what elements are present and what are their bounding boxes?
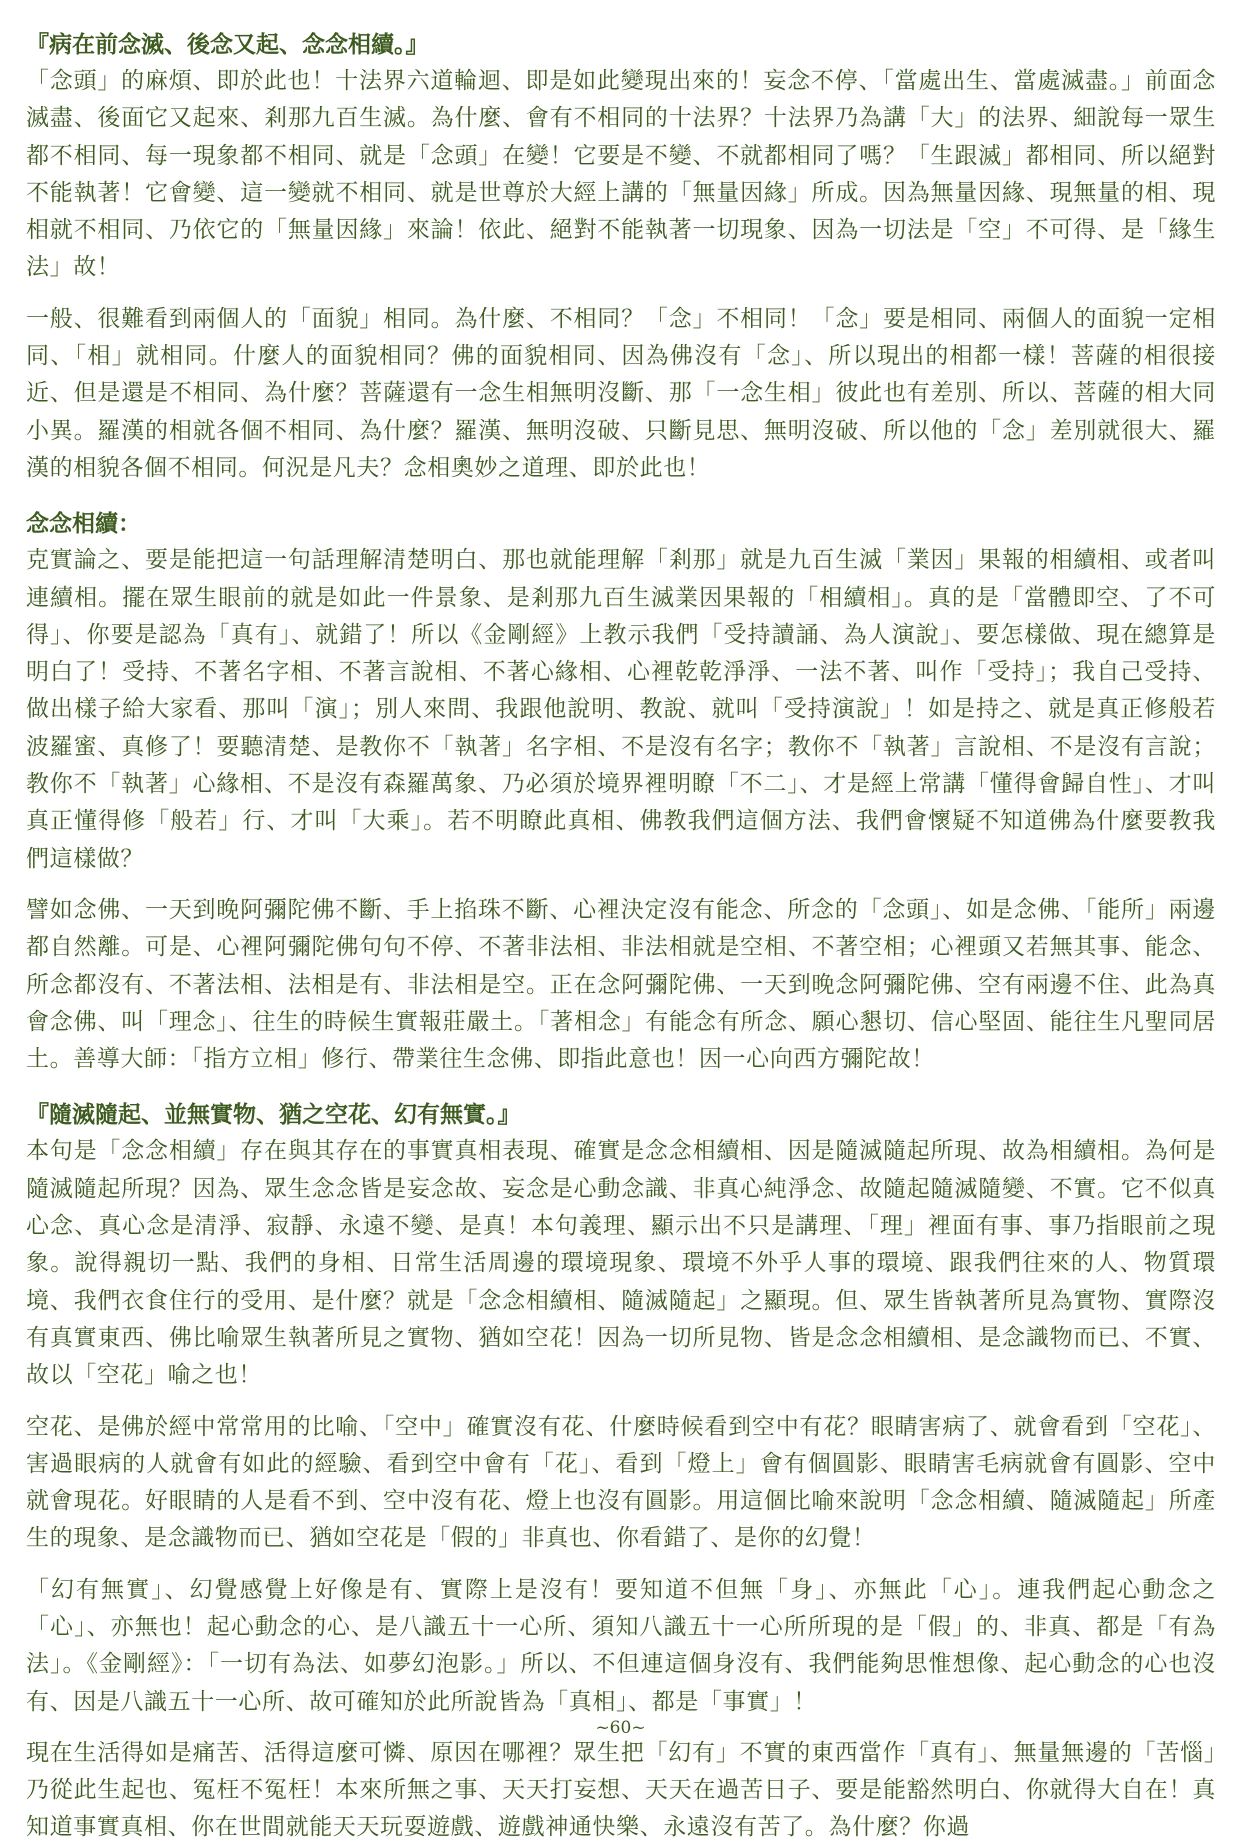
section-heading: 『隨滅隨起、並無實物、猶之空花、幻有無實。』	[26, 1101, 521, 1129]
paragraph: 克實論之、要是能把這一句話理解清楚明白、那也就能理解「剎那」就是九百生滅「業因」果報的相續相、或者叫連續相。擺在眾生眼前的就是如此一件景象、是剎那九百生滅業因果報的「相續相」。真的是「當體即空、了不可得」、你要是認為「真有」、就錯了！所以《金剛經》上教示我們「受持讀誦、為人演說」、要怎樣做、現在總算是明白了！受持、不著名字相、不著言說相、不著心緣相、心裡乾乾淨淨、一法不著、叫作「受持」；我自己受持、做出樣子給大家看、那叫「演」；別人來問、我跟他說明、教說、就叫「受持演說」！如是持之、就是真正修般若波羅蜜、真修了！要聽清楚、是教你不「執著」名字相、不是沒有名字；教你不「執著」言說相、不是沒有言說；教你不「執著」心緣相、不是沒有森羅萬象、乃必須於境界裡明瞭「不二」、才是經上常講「懂得會歸自性」、才叫真正懂得修「般若」行、才叫「大乘」。若不明瞭此真相、佛教我們這個方法、我們會懷疑不知道佛為什麼要教我們這樣做？	[26, 547, 1216, 872]
page-number: ~60~	[595, 1718, 646, 1738]
paragraph: 譬如念佛、一天到晚阿彌陀佛不斷、手上掐珠不斷、心裡決定沒有能念、所念的「念頭」、如是念佛、「能所」兩邊都自然離。可是、心裡阿彌陀佛句句不停、不著非法相、非法相就是空相、不著空相；心裡頭又若無其事、能念、所念都沒有、不著法相、法相是有、非法相是空。正在念阿彌陀佛、一天到晚念阿彌陀佛、空有兩邊不住、此為真會念佛、叫「理念」、往生的時候生實報莊嚴土。「著相念」有能念有所念、願心懇切、信心堅固、能往生凡聖同居土。善導大師：「指方立相」修行、帶業往生念佛、即指此意也！因一心向西方彌陀故！	[26, 896, 1216, 1073]
paragraph: 「幻有無實」、幻覺感覺上好像是有、實際上是沒有！要知道不但無「身」、亦無此「心」。連我們起心動念之「心」、亦無也！起心動念的心、是八識五十一心所、須知八識五十一心所所現的是「假」的、非真、都是「有為法」。《金剛經》：「一切有為法、如夢幻泡影。」所以、不但連這個身沒有、我們能夠思惟想像、起心動念的心也沒有、因是八識五十一心所、故可確知於此所說皆為「真相」、都是「事實」！	[26, 1576, 1216, 1715]
paragraph: 一般、很難看到兩個人的「面貌」相同。為什麼、不相同？「念」不相同！「念」要是相同、兩個人的面貌一定相同、「相」就相同。什麼人的面貌相同？佛的面貌相同、因為佛沒有「念」、所以現出的相都一樣！菩薩的相很接近、但是還是不相同、為什麼？菩薩還有一念生相無明沒斷、那「一念生相」彼此也有差別、所以、菩薩的相大同小異。羅漢的相就各個不相同、為什麼？羅漢、無明沒破、只斷見思、無明沒破、所以他的「念」差別就很大、羅漢的相貌各個不相同。何況是凡夫？念相奧妙之道理、即於此也！	[26, 305, 1216, 481]
paragraph: 現在生活得如是痛苦、活得這麼可憐、原因在哪裡？眾生把「幻有」不實的東西當作「真有」、無量無邊的「苦惱」乃從此生起也、冤枉不冤枉！本來所無之事、天天打妄想、天天在過苦日子、要是能豁然明白、你就得大自在！真知道事實真相、你在世間就能天天玩耍遊戲、遊戲神通快樂、永遠沒有苦了。為什麼？你過	[26, 1739, 1216, 1841]
paragraph: 本句是「念念相續」存在與其存在的事實真相表現、確實是念念相續相、因是隨滅隨起所現、故為相續相。為何是隨滅隨起所現？因為、眾生念念皆是妄念故、妄念是心動念識、非真心純淨念、故隨起隨滅隨變、不實。它不似真心念、真心念是清淨、寂靜、永遠不變、是真！本句義理、顯示出不只是講理、「理」裡面有事、事乃指眼前之現象。說得親切一點、我們的身相、日常生活周邊的環境現象、環境不外乎人事的環境、跟我們往來的人、物質環境、我們衣食住行的受用、是什麼？就是「念念相續相、隨滅隨起」之顯現。但、眾生皆執著所見為實物、實際沒有真實東西、佛比喻眾生執著所見之實物、猶如空花！因為一切所見物、皆是念念相續相、是念識物而已、不實、故以「空花」喻之也！	[26, 1138, 1216, 1389]
document-body	[26, 26, 1216, 1847]
paragraph: 空花、是佛於經中常常用的比喻、「空中」確實沒有花、什麼時候看到空中有花？眼睛害病了、就會看到「空花」、害過眼病的人就會有如此的經驗、看到空中會有「花」、看到「燈上」會有個圓影、眼睛害毛病就會有圓影、空中就會現花。好眼睛的人是看不到、空中沒有花、燈上也沒有圓影。用這個比喻來說明「念念相續、隨滅隨起」所產生的現象、是念識物而已、猶如空花是「假的」非真也、你看錯了、是你的幻覺！	[26, 1413, 1216, 1552]
section-heading: 念念相續：	[26, 510, 141, 538]
section-heading: 『病在前念滅、後念又起、念念相續。』	[26, 31, 429, 58]
paragraph: 「念頭」的麻煩、即於此也！十法界六道輪迴、即是如此變現出來的！妄念不停、「當處出生、當處滅盡。」前面念滅盡、後面它又起來、剎那九百生滅。為什麼、會有不相同的十法界？十法界乃為講「大」的法界、細說每一眾生都不相同、每一現象都不相同、就是「念頭」在變！它要是不變、不就都相同了嗎？「生跟滅」都相同、所以絕對不能執著！它會變、這一變就不相同、就是世尊於大經上講的「無量因緣」所成。因為無量因緣、現無量的相、現相就不相同、乃依它的「無量因緣」來論！依此、絕對不能執著一切現象、因為一切法是「空」不可得、是「緣生法」故！	[26, 68, 1216, 281]
